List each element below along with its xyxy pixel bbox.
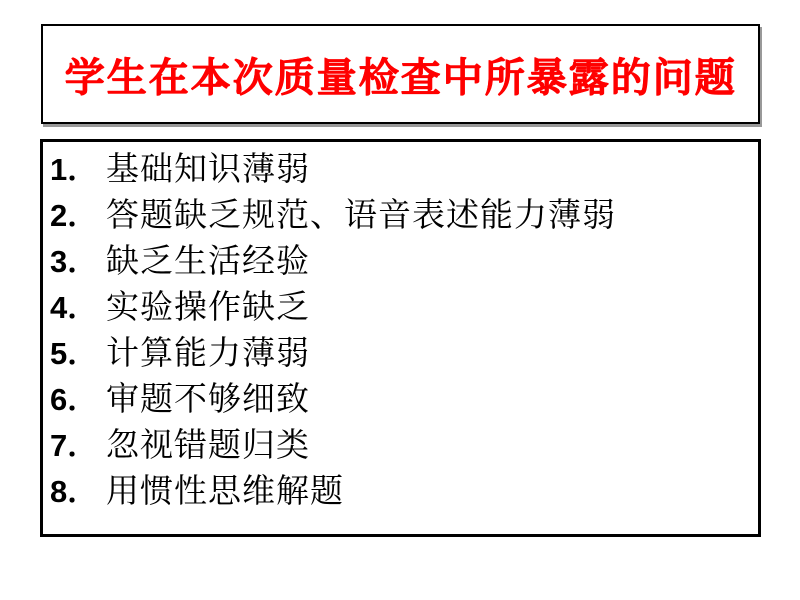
item-text: 审题不够细致: [106, 379, 310, 418]
item-number: 3．: [50, 244, 99, 279]
item-number: 4．: [50, 290, 99, 325]
list-item: [50, 238, 752, 284]
list-item: [50, 422, 752, 468]
slide-title: 学生在本次质量检查中所暴露的问题: [64, 53, 737, 101]
item-text: 用惯性思维解题: [106, 471, 344, 510]
list-item: [50, 468, 752, 514]
item-number: 7．: [50, 428, 99, 463]
title-box: [41, 24, 760, 124]
item-text: 缺乏生活经验: [106, 241, 310, 280]
list-item: [50, 146, 752, 192]
item-text: 忽视错题归类: [106, 425, 310, 464]
item-text: 基础知识薄弱: [106, 149, 310, 188]
problem-list: [43, 142, 758, 514]
list-item: [50, 192, 752, 238]
item-number: 8．: [50, 474, 99, 509]
item-text: 答题缺乏规范、语音表述能力薄弱: [106, 195, 616, 234]
item-number: 2．: [50, 198, 99, 233]
item-text: 实验操作缺乏: [106, 287, 310, 326]
item-number: 1．: [50, 152, 99, 187]
list-item: [50, 330, 752, 376]
item-number: 6．: [50, 382, 99, 417]
list-item: [50, 376, 752, 422]
list-item: [50, 284, 752, 330]
content-box: [40, 139, 761, 537]
item-number: 5．: [50, 336, 99, 371]
item-text: 计算能力薄弱: [106, 333, 310, 372]
